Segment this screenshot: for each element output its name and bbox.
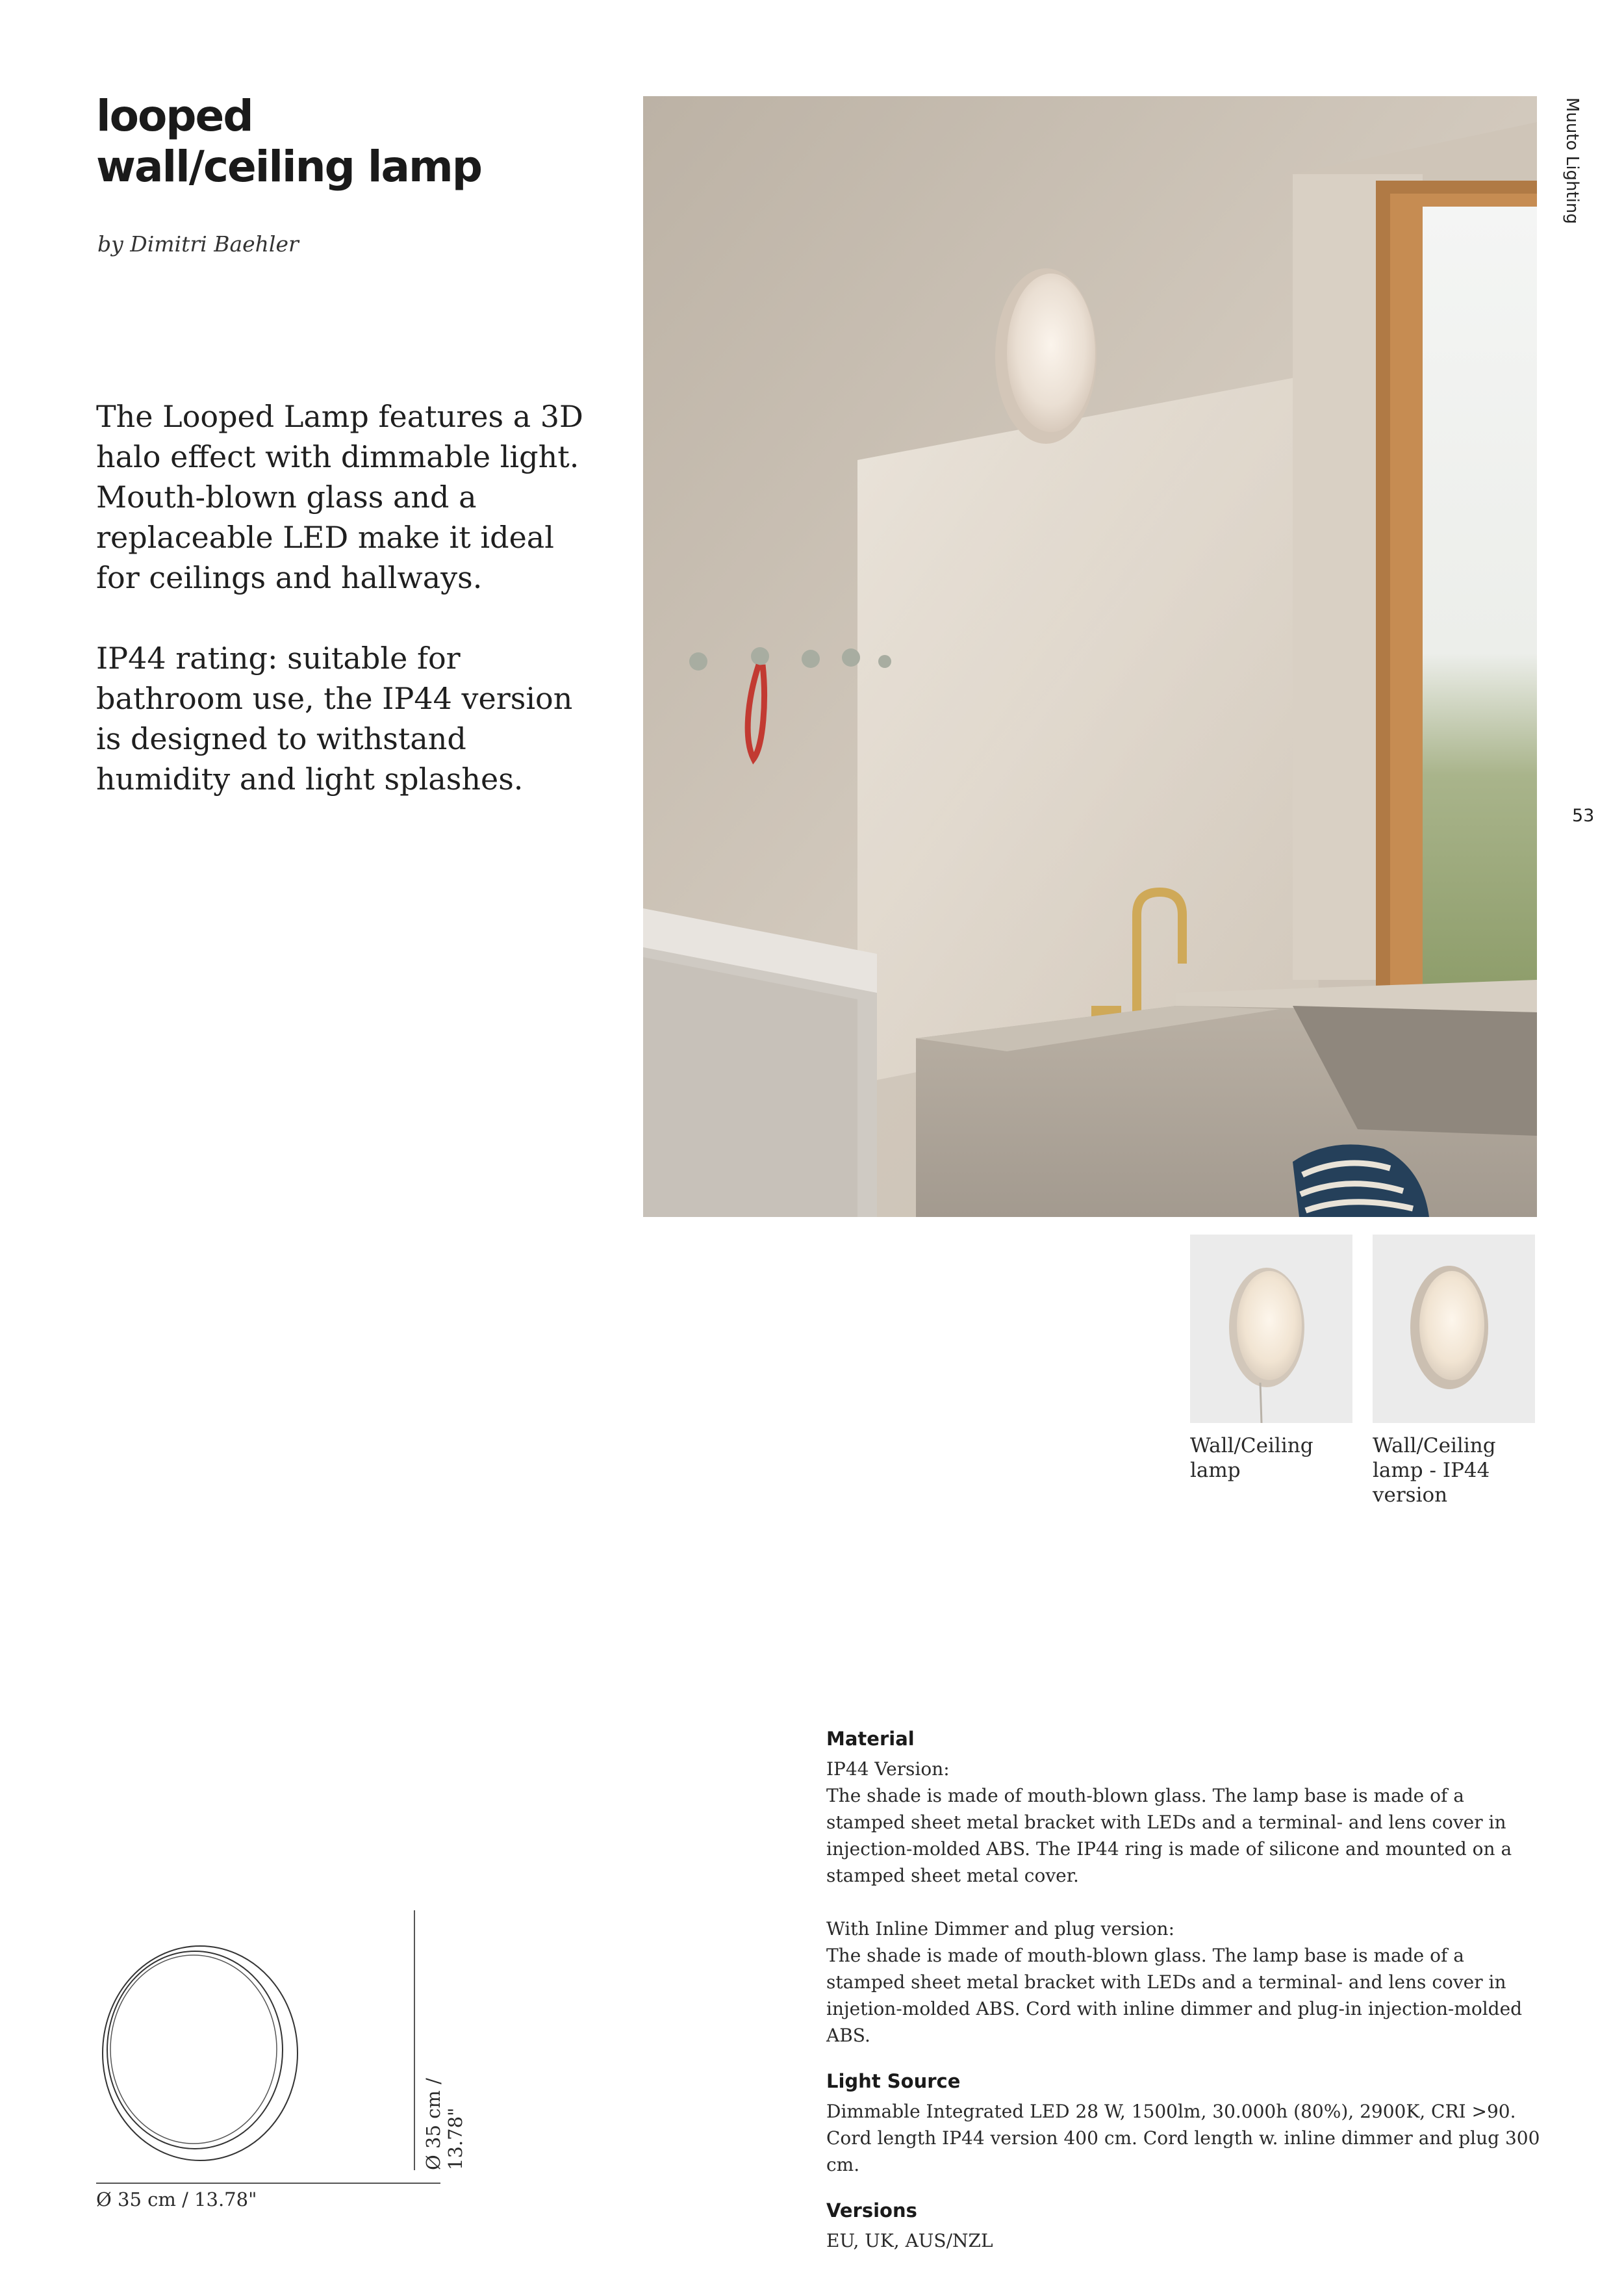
light-source-heading: Light Source [826, 2070, 961, 2092]
material-dimmer-title: With Inline Dimmer and plug version: [826, 1918, 1175, 1940]
title-line-2: wall/ceiling lamp [96, 142, 481, 192]
variant-label-ip44: Wall/Ceiling lamp - IP44 version [1373, 1434, 1496, 1507]
material-ip44-title: IP44 Version: [826, 1758, 950, 1780]
product-title [96, 91, 616, 192]
intro-paragraph-2: IP44 rating: suitable for bathroom use, the IP44 version is designed to withstand humidity and light splashes. [96, 641, 573, 797]
material-dimmer-text: The shade is made of mouth-blown glass. The lamp base is made of a stamped sheet metal bracket with LEDs and a terminal- and lens cover in injetion-molded ABS. Cord with inline dimmer and plug-in injection-molded ABS. [826, 1945, 1523, 2046]
intro-text [96, 396, 596, 839]
technical-drawing [96, 1910, 466, 2196]
designer-byline: by Dimitri Baehler [97, 231, 299, 257]
title-line-1: looped [96, 91, 253, 141]
versions-text: EU, UK, AUS/NZL [826, 2230, 993, 2251]
variant-label-standard: Wall/Ceiling lamp [1190, 1434, 1313, 1482]
specifications [826, 1726, 1541, 2274]
height-dimension-label: Ø 35 cm / 13.78" [422, 2078, 466, 2170]
bathroom-photo [643, 96, 1537, 1217]
versions-section [826, 2197, 1541, 2254]
material-heading: Material [826, 1728, 915, 1750]
light-source-text: Dimmable Integrated LED 28 W, 1500lm, 30.000h (80%), 2900K, CRI >90. Cord length IP44 version 400 cm. Cord length w. inline dimmer and plug 300 cm. [826, 2101, 1540, 2175]
light-source-section [826, 2068, 1541, 2178]
material-section [826, 1726, 1541, 2049]
width-dimension-label: Ø 35 cm / 13.78" [96, 2188, 257, 2210]
material-ip44-text: The shade is made of mouth-blown glass. The lamp base is made of a stamped sheet metal bracket with LEDs and a terminal- and lens cover in injection-molded ABS. The IP44 ring is made of silicone and mounted on a stamped sheet metal cover. [826, 1785, 1512, 1886]
page-number: 53 [1572, 806, 1595, 826]
brand-label: Muuto Lighting [1562, 97, 1582, 224]
variant-thumbnail-standard [1190, 1235, 1352, 1423]
variant-thumbnail-ip44 [1373, 1235, 1535, 1423]
intro-paragraph-1: The Looped Lamp features a 3D halo effect with dimmable light. Mouth-blown glass and a replaceable LED make it ideal for ceilings and hallways. [96, 399, 583, 595]
versions-heading: Versions [826, 2199, 917, 2222]
